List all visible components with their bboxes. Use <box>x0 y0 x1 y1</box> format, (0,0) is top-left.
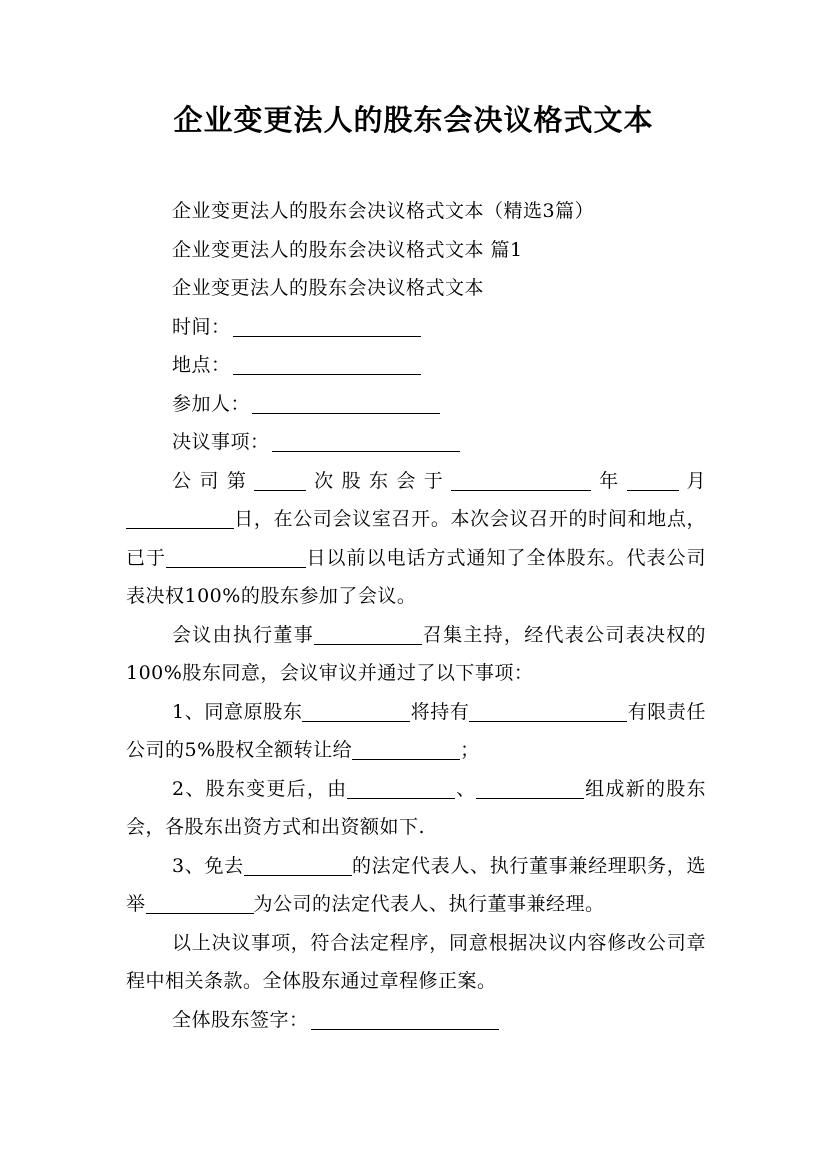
year-blank <box>451 470 591 491</box>
new-shareholder-1-blank <box>347 778 455 799</box>
item-1-paragraph <box>126 693 706 770</box>
chair-text-1: 会议由执行董事 <box>172 623 314 646</box>
day-blank <box>126 508 234 529</box>
meeting-text-3: 年 <box>591 469 627 492</box>
item-2-text-1: 2、股东变更后，由 <box>172 777 348 800</box>
signature-label: 全体股东签字： <box>172 1008 309 1031</box>
item-2-text-2: 、 <box>455 777 477 800</box>
place-field <box>126 346 706 385</box>
new-shareholder-2-blank <box>476 778 584 799</box>
chair-text-2: 召集主持，经代表公司表决权的100%股东同意，会议审议并通过了以下事项： <box>126 623 706 684</box>
conclusion-paragraph: 以上决议事项，符合法定程序，同意根据决议内容修改公司章程中相关条款。全体股东通过章程修正案。 <box>126 931 706 992</box>
matters-blank <box>272 431 460 452</box>
item-1-text-3: 有限责任公司的5%股权全额转让给 <box>126 700 706 761</box>
item-2-text-3: 组成新的股东会，各股东出资方式和出资额如下. <box>126 777 706 838</box>
time-blank <box>233 316 421 337</box>
place-blank <box>233 354 421 375</box>
item-1-text-4: ； <box>460 739 480 761</box>
item-3-paragraph <box>126 847 706 924</box>
company-name-blank <box>469 701 627 722</box>
participants-field <box>126 385 706 424</box>
place-label: 地点： <box>172 354 231 376</box>
removed-person-blank <box>244 855 352 876</box>
section-heading: 企业变更法人的股东会决议格式文本 篇1 <box>172 238 523 261</box>
subtitle-line: 企业变更法人的股东会决议格式文本（精选3篇） <box>172 200 595 222</box>
matters-field <box>126 423 706 462</box>
meeting-paragraph <box>126 462 706 616</box>
participants-blank <box>252 393 440 414</box>
notice-date-blank <box>166 547 306 568</box>
chair-paragraph <box>126 616 706 693</box>
time-field <box>126 308 706 347</box>
item-2-paragraph <box>126 770 706 847</box>
meeting-text-2: 次股东会于 <box>306 469 452 492</box>
document-title: 企业变更法人的股东会决议格式文本 <box>173 103 654 137</box>
meeting-text-5: 日，在公司会议室召开。本次会议召开的时间和地点，已于 <box>126 508 706 569</box>
item-3-text-1: 3、免去 <box>172 854 244 877</box>
section-subheading: 企业变更法人的股东会决议格式文本 <box>172 277 485 299</box>
transferee-blank <box>352 739 460 760</box>
item-1-text-1: 1、同意原股东 <box>172 700 303 723</box>
matters-label: 决议事项： <box>172 431 270 453</box>
meeting-text-6: 日以前以电话方式通知了全体股东。代表公司表决权100%的股东参加了会议。 <box>126 546 706 607</box>
item-3-text-2: 的法定代表人、执行董事兼经理职务，选举 <box>126 854 706 915</box>
month-blank <box>627 470 679 491</box>
director-blank <box>314 624 422 645</box>
document-body <box>126 192 706 1039</box>
participants-label: 参加人： <box>172 392 251 415</box>
signature-blank <box>311 1009 499 1030</box>
item-1-text-2: 将持有 <box>410 700 470 723</box>
session-number-blank <box>254 470 306 491</box>
signature-field <box>126 1001 706 1040</box>
meeting-text-4: 月 <box>678 469 706 492</box>
time-label: 时间： <box>172 315 231 338</box>
original-shareholder-blank <box>302 701 410 722</box>
meeting-text-1: 公司第 <box>172 469 255 492</box>
elected-person-blank <box>146 893 254 914</box>
item-3-text-3: 为公司的法定代表人、执行董事兼经理。 <box>253 893 605 915</box>
